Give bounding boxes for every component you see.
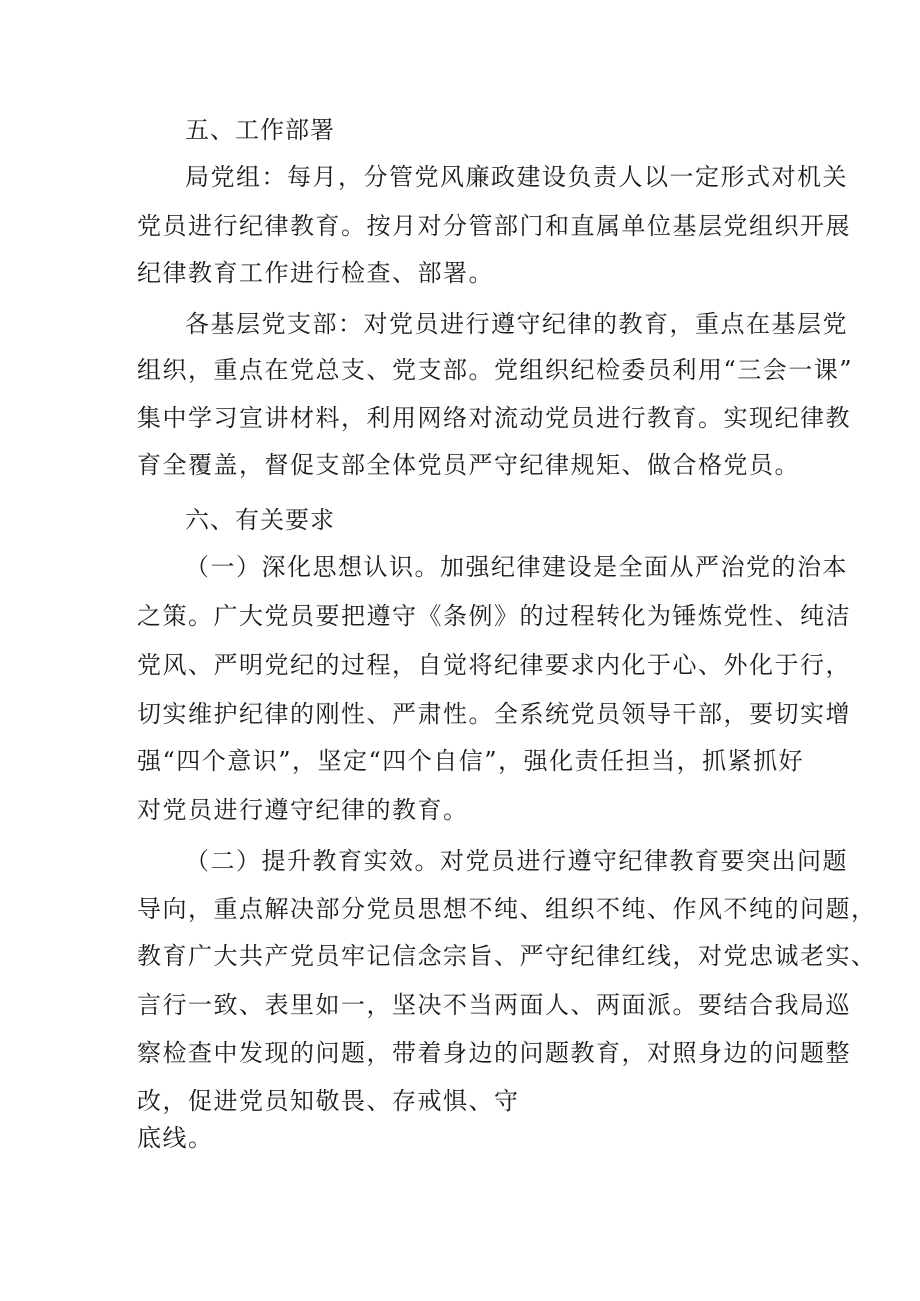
paragraph-line: 底线。 — [137, 1124, 214, 1152]
paragraph-line: 党风、严明党纪的过程，自觉将纪律要求内化于心、外化于行， — [137, 651, 851, 679]
paragraph-line: 教育广大共产党员牢记信念宗旨、严守纪律红线，对党忠诚老实、 — [137, 942, 877, 970]
paragraph-line: 育全覆盖，督促支部全体党员严守纪律规矩、做合格党员。 — [137, 451, 800, 479]
paragraph-line: 察检查中发现的问题，带着身边的问题教育，对照身边的问题整 — [137, 1039, 851, 1067]
paragraph-line: 党员进行纪律教育。按月对分管部门和直属单位基层党组织开展 — [137, 212, 851, 240]
paragraph-line: 各基层党支部：对党员进行遵守纪律的教育，重点在基层党 — [185, 310, 848, 338]
paragraph-line: 纪律教育工作进行检查、部署。 — [137, 259, 494, 287]
paragraph-line: 切实维护纪律的刚性、严肃性。全系统党员领导干部，要切实增 — [137, 700, 851, 728]
section-heading-6: 六、有关要求 — [185, 506, 335, 534]
paragraph-line: 改，促进党员知敬畏、存戒惧、守 — [137, 1087, 520, 1115]
paragraph-line: 强“四个意识”，坚定“四个自信”，强化责任担当，抓紧抓好 — [137, 747, 805, 775]
paragraph-line: 对党员进行遵守纪律的教育。 — [137, 796, 469, 824]
paragraph-line: 集中学习宣讲材料，利用网络对流动党员进行教育。实现纪律教 — [137, 404, 851, 432]
paragraph-line: （二）提升教育实效。对党员进行遵守纪律教育要突出问题 — [185, 847, 848, 875]
paragraph-line: 言行一致、表里如一，坚决不当两面人、两面派。要结合我局巡 — [137, 991, 851, 1019]
section-heading-5: 五、工作部署 — [185, 116, 335, 144]
paragraph-line: 之策。广大党员要把遵守《条例》的过程转化为锤炼党性、纯洁 — [137, 602, 851, 630]
paragraph-line: （一）深化思想认识。加强纪律建设是全面从严治党的治本 — [185, 553, 848, 581]
paragraph-line: 局党组：每月，分管党风廉政建设负责人以一定形式对机关 — [185, 163, 848, 191]
paragraph-line: 组织，重点在党总支、党支部。党组织纪检委员利用“三会一课” — [137, 356, 854, 384]
paragraph-line: 导向，重点解决部分党员思想不纯、组织不纯、作风不纯的问题， — [137, 895, 877, 923]
